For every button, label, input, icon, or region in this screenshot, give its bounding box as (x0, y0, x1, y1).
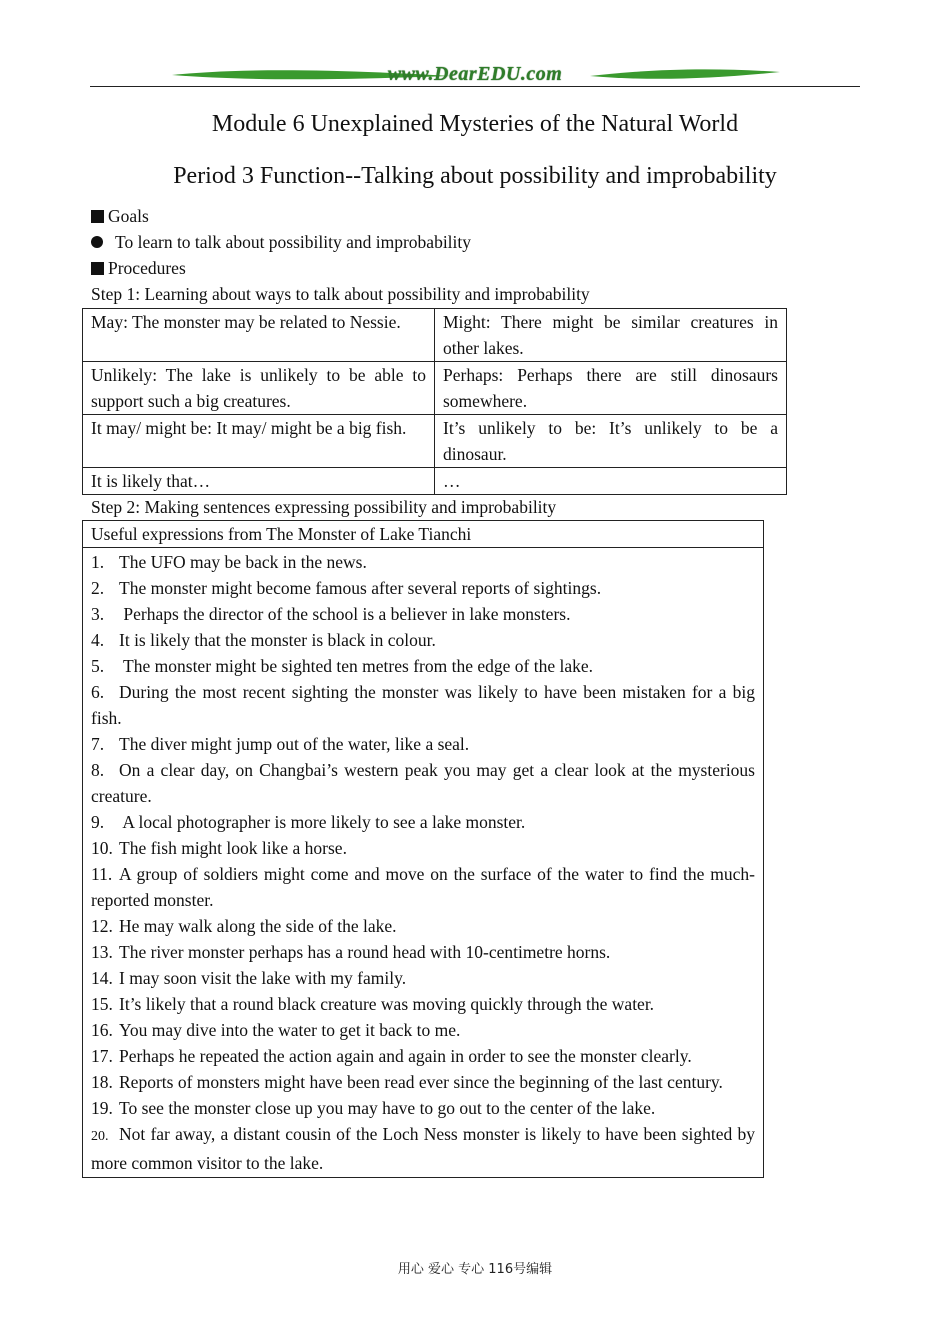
list-item (91, 1017, 755, 1043)
item-number: 9. (91, 812, 105, 832)
item-text: A local photographer is more likely to see a lake monster. (119, 812, 526, 832)
list-item (91, 731, 755, 757)
item-number: 19. (91, 1098, 113, 1118)
item-text: You may dive into the water to get it back to me. (119, 1020, 461, 1040)
expressions-list (83, 548, 763, 1177)
table-cell: It is likely that… (83, 468, 435, 495)
item-text: The monster might be sighted ten metres from the edge of the lake. (119, 656, 593, 676)
item-number: 14. (91, 968, 113, 988)
item-text: During the most recent sighting the monster was likely to have been mistaken for a big fish. (91, 682, 755, 728)
item-number: 17. (91, 1046, 113, 1066)
table-cell: Might: There might be similar creatures in other lakes. (435, 309, 787, 362)
list-item (91, 679, 755, 731)
list-item (91, 653, 755, 679)
item-text: It’s likely that a round black creature was moving quickly through the water. (119, 994, 655, 1014)
list-item (91, 575, 755, 601)
item-number: 13. (91, 942, 113, 962)
black-square-icon (91, 262, 104, 275)
table-cell: It may/ might be: It may/ might be a big fish. (83, 415, 435, 468)
item-text: The diver might jump out of the water, like a seal. (119, 734, 470, 754)
table-row (83, 309, 787, 362)
goals-heading: Goals (108, 206, 149, 226)
list-item (91, 1095, 755, 1121)
module-title: Module 6 Unexplained Mysteries of the Natural World (211, 111, 739, 137)
item-text: A group of soldiers might come and move on the surface of the water to find the much-reported monster. (91, 864, 755, 910)
item-number: 2. (91, 578, 105, 598)
item-number: 7. (91, 734, 105, 754)
table-row (83, 362, 787, 415)
item-number: 8. (91, 760, 105, 780)
item-text: The monster might become famous after several reports of sightings. (119, 578, 602, 598)
black-square-icon (91, 210, 104, 223)
bullet-icon (91, 236, 103, 248)
period-title: Period 3 Function--Talking about possibility and improbability (173, 163, 777, 189)
procedures-heading: Procedures (108, 258, 186, 278)
green-brush-stroke-right (590, 67, 780, 83)
item-text: The UFO may be back in the news. (119, 552, 367, 572)
item-number: 5. (91, 656, 105, 676)
list-item (91, 757, 755, 809)
list-item (91, 549, 755, 575)
table-row (83, 468, 787, 495)
step1-heading: Step 1: Learning about ways to talk about possibility and improbability (91, 284, 590, 304)
list-item (91, 913, 755, 939)
page-footer: 用心 爱心 专心 116号编辑 (397, 1262, 553, 1277)
list-item (91, 861, 755, 913)
item-text: On a clear day, on Changbai’s western peak you may get a clear look at the mysterious creature. (91, 760, 755, 806)
possibility-expressions-table (82, 308, 787, 495)
item-number: 3. (91, 604, 105, 624)
item-text: The fish might look like a horse. (119, 838, 347, 858)
goals-heading-line (91, 203, 149, 229)
item-number: 6. (91, 682, 105, 702)
item-number: 18. (91, 1072, 113, 1092)
item-text: I may soon visit the lake with my family. (119, 968, 407, 988)
item-number: 16. (91, 1020, 113, 1040)
step2-heading: Step 2: Making sentences expressing possibility and improbability (91, 497, 557, 517)
item-text: The river monster perhaps has a round head with 10-centimetre horns. (119, 942, 611, 962)
item-text: Not far away, a distant cousin of the Loch Ness monster is likely to have been sighted by more common visitor to the lake. (91, 1124, 755, 1173)
table-row (83, 415, 787, 468)
useful-expressions-table (82, 520, 764, 1178)
list-item (91, 1069, 755, 1095)
table-cell: … (435, 468, 787, 495)
list-item (91, 939, 755, 965)
table-cell: May: The monster may be related to Nessie. (83, 309, 435, 362)
goal-item (91, 229, 471, 255)
item-text: Perhaps he repeated the action again and again in order to see the monster clearly. (119, 1046, 692, 1066)
item-number: 10. (91, 838, 113, 858)
list-item (91, 1043, 755, 1069)
item-number: 15. (91, 994, 113, 1014)
table-cell: Unlikely: The lake is unlikely to be able to support such a big creatures. (83, 362, 435, 415)
item-text: He may walk along the side of the lake. (119, 916, 397, 936)
goal-text: To learn to talk about possibility and improbability (115, 232, 472, 252)
page-header (90, 60, 860, 90)
list-item (91, 991, 755, 1017)
list-item (91, 835, 755, 861)
list-item (91, 601, 755, 627)
item-number: 1. (91, 552, 105, 572)
table-cell: It’s unlikely to be: It’s unlikely to be a dinosaur. (435, 415, 787, 468)
item-text: It is likely that the monster is black in colour. (119, 630, 436, 650)
list-item (91, 965, 755, 991)
list-item (91, 809, 755, 835)
item-text: To see the monster close up you may have to go out to the center of the lake. (119, 1098, 656, 1118)
table-cell: Perhaps: Perhaps there are still dinosaurs somewhere. (435, 362, 787, 415)
table-header: Useful expressions from The Monster of Lake Tianchi (83, 521, 763, 548)
list-item (91, 1121, 755, 1176)
procedures-heading-line (91, 255, 186, 281)
site-logo: www.DearEDU.com (387, 63, 563, 85)
item-number: 20. (91, 1129, 109, 1144)
item-text: Perhaps the director of the school is a believer in lake monsters. (119, 604, 571, 624)
item-number: 11. (91, 864, 113, 884)
item-text: Reports of monsters might have been read ever since the beginning of the last century. (119, 1072, 723, 1092)
list-item (91, 627, 755, 653)
header-rule (90, 86, 860, 87)
item-number: 12. (91, 916, 113, 936)
item-number: 4. (91, 630, 105, 650)
